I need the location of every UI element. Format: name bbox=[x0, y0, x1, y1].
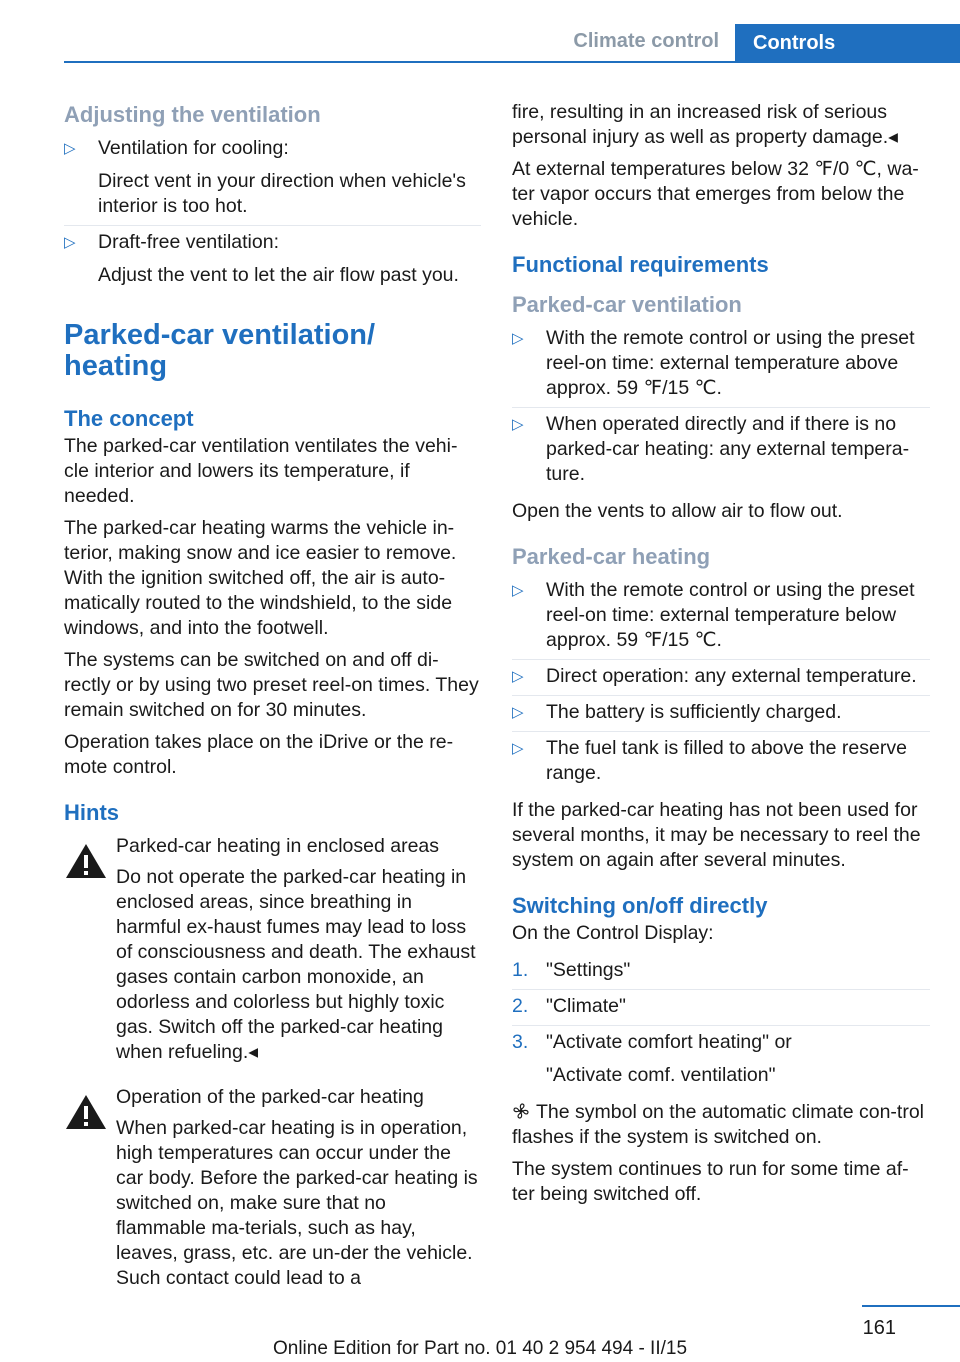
triangle-bullet-icon: ▷ bbox=[512, 582, 524, 599]
step-number: 2. bbox=[512, 995, 529, 1017]
list-item bbox=[512, 700, 930, 732]
step-text: "Activate comfort heating" or bbox=[546, 1031, 792, 1053]
list-item-text: With the remote control or using the preset reel-on time: external temperature below approx. 59 ℉/15 ℃. bbox=[546, 579, 915, 651]
step-text: "Settings" bbox=[546, 959, 631, 981]
triangle-bullet-icon: ▷ bbox=[512, 416, 524, 433]
triangle-bullet-icon: ▷ bbox=[512, 740, 524, 757]
step-text: "Climate" bbox=[546, 995, 626, 1017]
symbol-note bbox=[512, 1100, 930, 1150]
step-item bbox=[512, 994, 930, 1026]
left-column bbox=[64, 100, 481, 1311]
list-item bbox=[512, 664, 930, 696]
vapor-paragraph: At external temperatures below 32 ℉/0 ℃, wa-ter vapor occurs that emerges from below the vehicle. bbox=[512, 158, 919, 230]
header-section-title: Climate control bbox=[573, 30, 719, 52]
heating-requirements-list bbox=[512, 578, 930, 792]
symbol-note-text: The symbol on the automatic climate con-trol flashes if the system is switched on. bbox=[512, 1101, 925, 1148]
triangle-bullet-icon: ▷ bbox=[512, 668, 524, 685]
continued-paragraph: fire, resulting in an increased risk of serious personal injury as well as property damage.◂ bbox=[512, 101, 898, 148]
step-subtext: "Activate comf. ventilation" bbox=[546, 1064, 776, 1086]
warning-body: When parked-car heating is in operation, high temperatures can occur under the car body. Before the parked-car heating is switched on, make sure that no flammable ma-terials, such as hay, leaves, grass, etc. are un-der the vehicle. Such contact could lead to a bbox=[116, 1117, 478, 1289]
vent-note: Open the vents to allow air to flow out. bbox=[512, 500, 843, 522]
parked-car-ventilation-heading: Parked-car ventilation bbox=[512, 292, 742, 317]
step-item bbox=[512, 958, 930, 990]
list-item bbox=[64, 136, 481, 226]
warning-operation bbox=[64, 1085, 481, 1291]
concept-paragraph: The systems can be switched on and off di-rectly or by using two preset reel-on times. They remain switched on for 30 minutes. bbox=[64, 649, 479, 721]
list-item bbox=[512, 326, 930, 408]
header-rule bbox=[64, 61, 960, 63]
page-header bbox=[0, 0, 960, 62]
warning-triangle-icon bbox=[64, 842, 108, 880]
edition-footer: Online Edition for Part no. 01 40 2 954 494 - II/15 bbox=[272, 1338, 688, 1359]
switching-heading: Switching on/off directly bbox=[512, 893, 768, 918]
heat-note: If the parked-car heating has not been used for several months, it may be necessary to reel the system on again after several minutes. bbox=[512, 799, 921, 871]
list-item bbox=[64, 230, 481, 294]
list-item-label: Ventilation for cooling: bbox=[98, 137, 289, 159]
list-item-text: When operated directly and if there is no parked-car heating: any external tempera-ture. bbox=[546, 413, 910, 485]
list-item-text: Direct operation: any external temperature. bbox=[546, 665, 917, 687]
concept-paragraph: Operation takes place on the iDrive or the re-mote control. bbox=[64, 731, 454, 778]
concept-paragraph: The parked-car heating warms the vehicle in-terior, making snow and ice easier to remove. With the ignition switched off, the air is auto-matically routed to the windshield, to the side windows, and into the footwell. bbox=[64, 517, 457, 639]
list-item bbox=[512, 412, 930, 493]
warning-title: Parked-car heating in enclosed areas bbox=[116, 835, 440, 857]
hints-heading: Hints bbox=[64, 800, 119, 825]
parked-car-main-heading: Parked-car ventilation/ heating bbox=[64, 319, 376, 382]
list-item-label: Draft-free ventilation: bbox=[98, 231, 279, 253]
list-item bbox=[512, 578, 930, 660]
warning-enclosed-areas bbox=[64, 834, 481, 1065]
footer-rule bbox=[862, 1305, 960, 1307]
warning-body: Do not operate the parked-car heating in enclosed areas, since breathing in harmful ex-haust fumes may lead to loss of consciousness and death. The exhaust gases contain carbon monoxide, an odorless and colorless but highly toxic gas. Switch off the parked-car heating when refueling.◂ bbox=[116, 866, 476, 1063]
warning-title: Operation of the parked-car heating bbox=[116, 1086, 424, 1108]
switch-intro: On the Control Display: bbox=[512, 922, 714, 944]
step-item bbox=[512, 1030, 930, 1094]
fan-icon bbox=[512, 1102, 530, 1120]
list-item-text: The battery is sufficiently charged. bbox=[546, 701, 842, 723]
concept-paragraph: The parked-car ventilation ventilates the vehi-cle interior and lowers its temperature, if needed. bbox=[64, 435, 458, 507]
list-item-text: The fuel tank is filled to above the reserve range. bbox=[546, 737, 907, 784]
warning-triangle-icon bbox=[64, 1093, 108, 1131]
runon-note: The system continues to run for some time af-ter being switched off. bbox=[512, 1158, 909, 1205]
list-item-detail: Adjust the vent to let the air flow past you. bbox=[98, 264, 459, 286]
right-column bbox=[512, 100, 930, 1214]
ventilation-requirements-list bbox=[512, 326, 930, 493]
triangle-bullet-icon: ▷ bbox=[512, 704, 524, 721]
triangle-bullet-icon: ▷ bbox=[64, 234, 76, 251]
header-chapter-tab: Controls bbox=[735, 24, 960, 62]
list-item-text: With the remote control or using the preset reel-on time: external temperature above approx. 59 ℉/15 ℃. bbox=[546, 327, 915, 399]
adjusting-ventilation-heading: Adjusting the ventilation bbox=[64, 102, 321, 127]
list-item bbox=[512, 736, 930, 792]
parked-car-heating-heading: Parked-car heating bbox=[512, 544, 711, 569]
step-number: 1. bbox=[512, 959, 529, 981]
adjusting-list bbox=[64, 136, 481, 294]
switch-steps-list bbox=[512, 958, 930, 1094]
list-item-detail: Direct vent in your direction when vehicle's interior is too hot. bbox=[98, 170, 466, 217]
step-number: 3. bbox=[512, 1031, 529, 1053]
page-number: 161 bbox=[862, 1317, 896, 1339]
triangle-bullet-icon: ▷ bbox=[64, 140, 76, 157]
functional-requirements-heading: Functional requirements bbox=[512, 252, 769, 277]
triangle-bullet-icon: ▷ bbox=[512, 330, 524, 347]
concept-heading: The concept bbox=[64, 406, 194, 431]
